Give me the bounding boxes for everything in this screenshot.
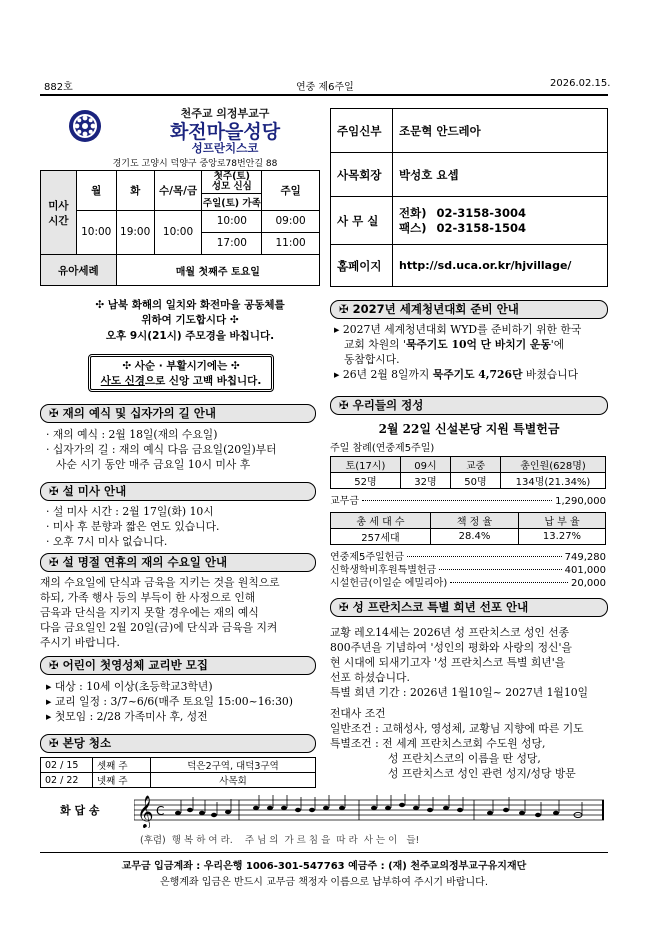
cross-icon: ✠ <box>339 398 349 412</box>
lunar-line-1: · 설 미사 시간 : 2월 17일(화) 10시 <box>46 505 214 518</box>
att-total: 134명(21.34%) <box>501 473 606 489</box>
prayer-line-1: ✣ 남북 화해의 일치와 화전마을 공동체를 <box>95 299 285 311</box>
col-sunday: 주일 <box>262 171 320 211</box>
issue-date: 2026.02.15. <box>550 78 611 89</box>
offering-2-value: 401,000 <box>564 565 606 576</box>
col-sat-family: 주일(토) 가족 <box>202 194 262 211</box>
wyd-line-1: ▸ 2027년 세계청년대회 WYD를 준비하기 위한 한국 <box>334 323 582 336</box>
parish-logo <box>68 109 102 143</box>
infant-baptism-value: 매월 첫째주 토요일 <box>116 255 319 286</box>
comm-line-2: ▸ 교리 일정 : 3/7~6/6(매주 토요일 15:00~16:30) <box>46 695 294 708</box>
jubilee-body <box>330 625 588 781</box>
attendance-table <box>330 456 606 489</box>
att-sat: 52명 <box>331 473 401 489</box>
jub-line-2: 800주년을 기념하여 '성인의 평화와 사랑의 정신'을 <box>330 641 572 654</box>
header-rule <box>40 94 608 96</box>
offering-3-label: 시설헌금(이일순 에밀리아) <box>330 578 448 589</box>
parish-address: 경기도 고양시 덕양구 중앙로78번안길 88 <box>112 159 278 169</box>
cleaning-table <box>40 757 316 788</box>
pay-head-rate: 책 정 율 <box>431 513 519 529</box>
jub-line-5: 특별 희년 기간 : 2026년 1월10일~ 2027년 1월10일 <box>330 686 589 699</box>
att-main: 50명 <box>451 473 501 489</box>
homepage-label: 홈페이지 <box>331 245 393 287</box>
section-header-ash-wednesday: ✠ 재의 예식 및 십자가의 길 안내 <box>40 404 316 423</box>
wyd-line-2a: 교회 차원의 ' <box>344 338 406 351</box>
col-first-saturday: 첫주(토) 성모 신심 <box>202 171 262 194</box>
due-row <box>330 495 606 508</box>
infant-baptism-label: 유아세례 <box>41 255 117 286</box>
cross-icon: ✠ <box>339 600 349 614</box>
comm-line-1: ▸ 대상 : 10세 이상(초등학교3학년) <box>46 680 213 693</box>
jub-line-10: 성 프란치스코 성인 관련 성지/성당 방문 <box>388 767 576 780</box>
section-header-cleaning: ✠ 본당 청소 <box>40 734 316 753</box>
ash-line-3: 사순 시기 동안 매주 금요일 10시 미사 후 <box>56 458 251 471</box>
fax-number: 02-3158-1504 <box>436 220 527 235</box>
offering-row-3 <box>330 577 606 590</box>
fast-line-4: 다음 금요일인 2월 20일(금)에 단식과 금육을 지켜 <box>40 621 278 634</box>
section-header-offering: ✠ 우리들의 정성 <box>330 396 608 415</box>
mass-times-table <box>40 170 320 286</box>
council-label: 사목회장 <box>331 153 393 197</box>
lunar-line-2: · 미사 후 분향과 짧은 연도 있습니다. <box>46 520 220 533</box>
diocese-name: 천주교 의정부교구 <box>180 107 270 120</box>
svg-text:C: C <box>156 804 165 818</box>
jub-line-3: 현 시대에 되새기고자 '성 프란치스코 특별 희년'을 <box>330 656 566 669</box>
offering-row-2 <box>330 564 606 577</box>
sat-time-2: 17:00 <box>202 232 262 254</box>
prayer-line-2: 위하여 기도합시다 ✣ <box>141 314 239 326</box>
response-psalm-label: 화 답 송 <box>60 804 100 817</box>
pastor-name: 조문혁 안드레아 <box>393 109 608 153</box>
jub-line-8: 특별조건 : 전 세계 프란치스코회 수도원 성당, <box>330 737 546 750</box>
clean-date-1: 02 / 15 <box>41 758 93 773</box>
first-communion-body <box>46 679 293 724</box>
phone-label: 전화) <box>399 205 427 220</box>
svg-text:𝄞: 𝄞 <box>137 795 154 828</box>
offering-2-label: 신학생학비후원특별헌금 <box>330 565 437 576</box>
pay-head-households: 총 세 대 수 <box>331 513 431 529</box>
phone-number[interactable]: 02-3158-3004 <box>436 205 527 220</box>
footer-account: 교무금 입금계좌 : 우리은행 1006-301-547763 예금주 : (재) 천주교의정부교구유지재단 <box>121 861 527 872</box>
offering-row-1 <box>330 551 606 564</box>
clean-group-1: 덕은2구역, 대덕3구역 <box>151 758 316 773</box>
sun-time-2: 11:00 <box>262 232 320 254</box>
wyd-line-4c: 바쳤습니다 <box>522 368 579 381</box>
wyd-line-3: 동참합시다. <box>344 353 400 366</box>
prayer-line-3: 오후 9시(21시) 주모경을 바칩니다. <box>105 330 275 342</box>
rosary-count: 묵주기도 4,726단 <box>432 368 523 381</box>
mon-time: 10:00 <box>76 210 116 254</box>
fasting-body <box>40 575 280 650</box>
wed-time: 10:00 <box>154 210 202 254</box>
jub-line-7: 일반조건 : 고해성사, 영성체, 교황님 지향에 따른 기도 <box>330 722 584 735</box>
col-wed-fri: 수/목/금 <box>154 171 202 211</box>
section-header-jubilee: ✠ 성 프란치스코 특별 희년 선포 안내 <box>330 598 608 617</box>
fast-line-5: 주시기 바랍니다. <box>40 636 120 649</box>
clean-group-2: 사목회 <box>151 773 316 788</box>
fast-line-2: 하되, 가족 행사 등의 부득이 한 사정으로 인해 <box>40 591 256 604</box>
ash-line-1: · 재의 예식 : 2월 18일(재의 수요일) <box>46 428 218 441</box>
pay-head-paid: 납 부 율 <box>519 513 606 529</box>
att-9: 32명 <box>401 473 451 489</box>
col-tuesday: 화 <box>116 171 154 211</box>
footer-notice: 은행계좌 입금은 반드시 교무금 책정자 이름으로 납부하여 주시기 바랍니다. <box>159 877 489 888</box>
parish-info-table <box>330 108 608 287</box>
offering-3-value: 20,000 <box>571 578 606 589</box>
fast-line-1: 재의 수요일에 단식과 금육을 지키는 것을 원칙으로 <box>40 576 280 589</box>
section-header-lunar-mass: ✠ 설 미사 안내 <box>40 482 316 501</box>
jub-line-6: 전대사 조건 <box>330 707 386 720</box>
offering-1-label: 연중제5주일헌금 <box>330 552 404 563</box>
pledge-table <box>330 512 606 545</box>
jub-line-9: 성 프란치스코의 이름을 딴 성당, <box>388 752 541 765</box>
section-header-fasting: ✠ 설 명절 연휴의 재의 수요일 안내 <box>40 553 316 572</box>
tue-time: 19:00 <box>116 210 154 254</box>
due-label: 교무금 <box>330 496 359 507</box>
parish-name: 화전마을성당 <box>169 121 281 143</box>
wyd-line-2c: '에 <box>550 338 565 351</box>
due-value: 1,290,000 <box>555 496 606 507</box>
special-collection-headline: 2월 22일 신설본당 지원 특별헌금 <box>378 422 560 436</box>
clean-week-1: 셋째 주 <box>93 758 151 773</box>
response-psalm-staff <box>134 794 604 828</box>
offering-1-value: 749,280 <box>564 552 606 563</box>
att-head-9: 09시 <box>401 457 451 473</box>
footer-rule <box>40 852 608 853</box>
cross-icon: ✠ <box>49 406 59 420</box>
wyd-body <box>334 322 581 382</box>
cross-icon: ✠ <box>49 736 59 750</box>
office-label: 사 무 실 <box>331 197 393 245</box>
sun-time-1: 09:00 <box>262 210 320 232</box>
homepage-link[interactable]: http://sd.uca.or.kr/hjvillage/ <box>393 245 608 287</box>
creed-line-2: 으로 신앙 고백 바칩니다. <box>144 375 262 387</box>
cross-icon: ✠ <box>339 302 349 316</box>
jub-line-4: 선포 하셨습니다. <box>330 671 410 684</box>
att-head-main: 교중 <box>451 457 501 473</box>
cross-icon: ✠ <box>49 555 59 569</box>
comm-line-3: ▸ 첫모임 : 2/28 가족미사 후, 성전 <box>46 710 208 723</box>
council-name: 박성호 요셉 <box>393 153 608 197</box>
col-monday: 월 <box>76 171 116 211</box>
sat-time-1: 10:00 <box>202 210 262 232</box>
cross-icon: ✠ <box>49 658 59 672</box>
attendance-label: 주일 참례(연중제5주일) <box>330 443 435 454</box>
clean-date-2: 02 / 22 <box>41 773 93 788</box>
apostles-creed: 사도 신경 <box>100 375 145 387</box>
ash-wednesday-body <box>46 427 277 472</box>
lunar-line-3: · 오후 7시 미사 없습니다. <box>46 535 168 548</box>
pay-households: 257세대 <box>331 529 431 545</box>
mass-label: 미사 시간 <box>41 171 77 255</box>
pastor-label: 주임신부 <box>331 109 393 153</box>
patron-name: 성프란치스코 <box>191 141 259 155</box>
fast-line-3: 금육과 단식을 지키지 못할 경우에는 재의 예식 <box>40 606 259 619</box>
creed-line-1: ✣ 사순 · 부활시기에는 ✣ <box>122 360 240 372</box>
liturgical-week: 연중 제6주일 <box>296 82 354 93</box>
clean-week-2: 넷째 주 <box>93 773 151 788</box>
att-head-sat: 토(17시) <box>331 457 401 473</box>
section-header-wyd: ✠ 2027년 세계청년대회 준비 안내 <box>330 300 608 319</box>
cross-icon: ✠ <box>49 484 59 498</box>
section-header-first-communion: ✠ 어린이 첫영성체 교리반 모집 <box>40 656 316 675</box>
pay-paid: 13.27% <box>519 529 606 545</box>
lunar-mass-body <box>46 504 219 549</box>
att-head-total: 총인원(628명) <box>501 457 606 473</box>
pay-rate: 28.4% <box>431 529 519 545</box>
ash-line-2: · 십자가의 길 : 재의 예식 다음 금요일(20일)부터 <box>46 443 277 456</box>
issue-number: 882호 <box>44 82 73 93</box>
response-psalm-lyric: (후렴) 행 복 하 여 라. 주 님 의 가 르 침 을 따 라 사 는 이 들! <box>140 835 420 846</box>
wyd-line-4a: ▸ 26년 2월 8일까지 <box>334 368 433 381</box>
creed-notice-box <box>88 354 274 392</box>
rosary-campaign: 묵주기도 10억 단 바치기 운동 <box>405 338 551 351</box>
fax-label: 팩스) <box>399 220 427 235</box>
jub-line-1: 교황 레오14세는 2026년 성 프란치스코 성인 선종 <box>330 626 570 639</box>
